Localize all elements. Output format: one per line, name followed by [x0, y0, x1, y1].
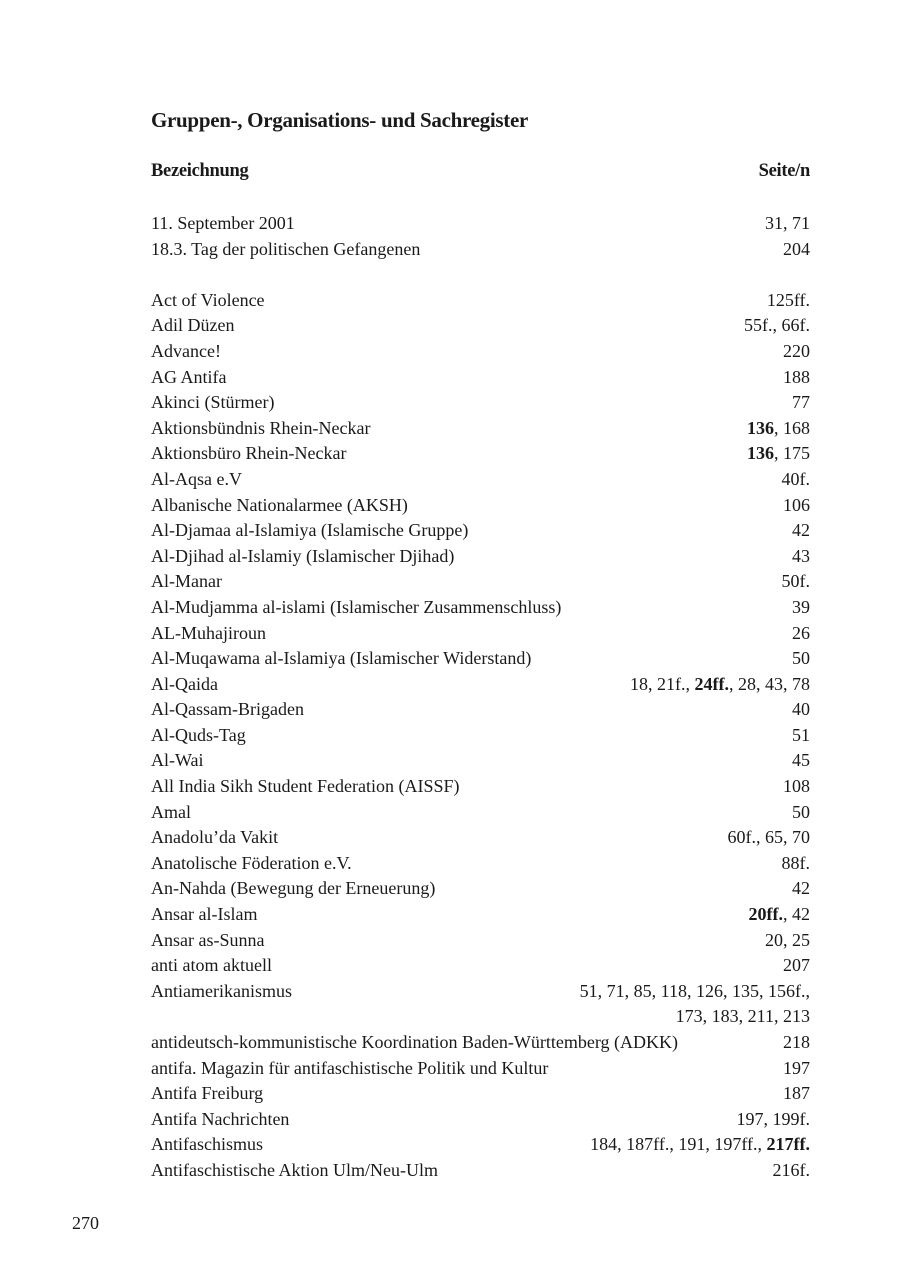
index-entry-pages: [630, 672, 810, 698]
index-entry-pages: [792, 390, 810, 416]
index-entry-pages: [747, 416, 810, 442]
page-ref: 18, 21f.,: [630, 673, 695, 694]
index-entry: [151, 774, 810, 800]
index-entry-list: [151, 211, 810, 1184]
index-entry: [151, 595, 810, 621]
page-ref: 20, 25: [765, 929, 810, 950]
page-ref: 50: [792, 648, 810, 669]
index-entry-pages: [783, 237, 810, 263]
page-ref: 204: [783, 238, 810, 259]
page-ref: 220: [783, 340, 810, 361]
page-ref: 42: [792, 878, 810, 899]
page-number: 270: [72, 1213, 99, 1233]
page-ref: 50: [792, 801, 810, 822]
index-entry-term: Al-Djihad al-Islamiy (Islamischer Djihad): [151, 545, 455, 566]
index-entry-term: anti atom aktuell: [151, 955, 272, 976]
page-ref: 45: [792, 750, 810, 771]
index-entry-pages: [783, 1030, 810, 1056]
index-entry-term: Adil Düzen: [151, 315, 235, 336]
index-entry: [151, 237, 810, 263]
index-entry-term: Al-Djamaa al-Islamiya (Islamische Gruppe): [151, 520, 469, 541]
index-entry-pages: [792, 621, 810, 647]
page-ref-main: 20ff.: [748, 904, 783, 925]
page-ref: 173, 183, 211, 213: [675, 1006, 810, 1027]
index-entry-term: Advance!: [151, 340, 221, 361]
index-entry-pages: [744, 313, 810, 339]
index-entry: [151, 288, 810, 314]
index-entry-term: 18.3. Tag der politischen Gefangenen: [151, 238, 421, 259]
page-ref: , 175: [774, 443, 810, 464]
page-ref: 125ff.: [766, 289, 810, 310]
page-ref: 31, 71: [765, 213, 810, 233]
page-ref: 207: [783, 955, 810, 976]
index-entry: [151, 1132, 810, 1158]
page-ref: 40: [792, 699, 810, 720]
index-entry: [151, 493, 810, 519]
index-entry: [151, 979, 810, 1030]
page-ref: 216f.: [772, 1159, 810, 1180]
index-entry: [151, 621, 810, 647]
index-entry-pages: [782, 569, 811, 595]
page-ref: 51: [792, 724, 810, 745]
index-entry: [151, 339, 810, 365]
index-entry-term: All India Sikh Student Federation (AISSF): [151, 776, 460, 797]
index-entry-pages: [767, 288, 810, 314]
page-ref: 187: [783, 1083, 810, 1104]
page-ref: , 168: [774, 417, 810, 438]
index-entry-term: Anadolu’da Vakit: [151, 827, 279, 848]
index-entry-term: Aktionsbündnis Rhein-Neckar: [151, 417, 371, 438]
page-ref: 197, 199f.: [736, 1108, 810, 1129]
index-entry-term: AG Antifa: [151, 366, 227, 387]
index-entry-term: Antifaschismus: [151, 1134, 263, 1155]
index-entry-pages: [783, 953, 810, 979]
index-entry-term: Al-Wai: [151, 750, 204, 771]
page-ref: 42: [792, 520, 810, 541]
index-entry-pages: [782, 467, 811, 493]
index-entry-term: Antifa Freiburg: [151, 1083, 264, 1104]
index-entry-term: Al-Qassam-Brigaden: [151, 699, 304, 720]
page-ref: 39: [792, 596, 810, 617]
index-entry-pages: [783, 1081, 810, 1107]
index-entry-term: Antiamerikanismus: [151, 980, 292, 1001]
index-entry-pages: [590, 1132, 810, 1158]
page-ref-main: 136: [747, 417, 774, 438]
index-entry-term: Al-Muqawama al-Islamiya (Islamischer Widerstand): [151, 648, 532, 669]
index-entry: [151, 825, 810, 851]
index-entry-pages: [737, 1107, 811, 1133]
page-ref: 55f., 66f.: [744, 315, 810, 336]
index-entry-term: Antifa Nachrichten: [151, 1108, 290, 1129]
page-ref-main: 217ff.: [766, 1134, 810, 1155]
index-entry-pages: [783, 339, 810, 365]
page-ref: 43: [792, 545, 810, 566]
index-entry: [151, 851, 810, 877]
index-entry-pages: [792, 723, 810, 749]
index-entry-term: Al-Aqsa e.V: [151, 468, 242, 489]
page-ref: 108: [783, 776, 810, 797]
index-entry-term: Al-Manar: [151, 571, 222, 592]
index-entry: [151, 416, 810, 442]
page-ref: 40f.: [781, 468, 810, 489]
page-ref-main: 24ff.: [694, 673, 729, 694]
index-entry-pages: [783, 774, 810, 800]
index-entry-pages: [773, 1158, 811, 1184]
index-entry-term: Ansar as-Sunna: [151, 929, 265, 950]
column-header-term: Bezeichnung: [151, 161, 249, 181]
index-entry-term: AL-Muhajiroun: [151, 622, 266, 643]
index-entry: [151, 211, 810, 237]
index-entry-pages: [792, 697, 810, 723]
index-entry-pages: [728, 825, 811, 851]
page-ref: 51, 71, 85, 118, 126, 135, 156f.,: [579, 980, 810, 1001]
index-entry-term: Act of Violence: [151, 289, 265, 310]
index-entry-pages: [792, 800, 810, 826]
index-entry: [151, 928, 810, 954]
index-entry: [151, 902, 810, 928]
index-entry: [151, 723, 810, 749]
index-entry: [151, 697, 810, 723]
index-entry-term: Al-Quds-Tag: [151, 724, 246, 745]
index-entry: [151, 646, 810, 672]
index-entry: [151, 953, 810, 979]
index-entry: [151, 569, 810, 595]
index-entry-term: Aktionsbüro Rhein-Neckar: [151, 443, 347, 464]
index-entry: [151, 1081, 810, 1107]
index-entry: [151, 1030, 810, 1056]
index-entry-term: Anatolische Föderation e.V.: [151, 852, 352, 873]
index-entry-term: 11. September 2001: [151, 213, 295, 233]
page-ref-main: 136: [747, 443, 774, 464]
page-ref: 106: [783, 494, 810, 515]
index-entry-pages: [782, 851, 811, 877]
page-ref: 184, 187ff., 191, 197ff.,: [590, 1134, 767, 1155]
index-entry-term: antideutsch-kommunistische Koordination Baden-Württemberg (ADKK): [151, 1032, 679, 1052]
index-entry: [151, 1056, 810, 1082]
index-entry-term: An-Nahda (Bewegung der Erneuerung): [151, 878, 436, 899]
index-entry: [151, 876, 810, 902]
page-ref: 88f.: [781, 852, 810, 873]
page-ref: 60f., 65, 70: [727, 827, 810, 848]
index-entry-pages: [792, 646, 810, 672]
index-entry-pages: [792, 748, 810, 774]
page-ref: 218: [783, 1032, 810, 1052]
index-entry: [151, 800, 810, 826]
page-ref: 188: [783, 366, 810, 387]
index-entry-pages: [792, 518, 810, 544]
page-ref: , 42: [783, 904, 810, 925]
index-entry: [151, 1107, 810, 1133]
index-entry-term: antifa. Magazin für antifaschistische Politik und Kultur: [151, 1057, 549, 1078]
index-entry-pages: [580, 979, 810, 1030]
index-entry-pages: [792, 544, 810, 570]
index-entry: [151, 313, 810, 339]
index-entry: [151, 1158, 810, 1184]
index-entry: [151, 672, 810, 698]
index-entry-pages: [792, 595, 810, 621]
page-ref: 77: [792, 392, 810, 413]
index-entry-term: Antifaschistische Aktion Ulm/Neu-Ulm: [151, 1159, 438, 1180]
column-header-row: [151, 161, 810, 182]
index-entry-term: Amal: [151, 801, 191, 822]
index-entry-pages: [765, 928, 810, 954]
index-entry-pages: [783, 365, 810, 391]
column-header-pages: Seite/n: [758, 161, 810, 181]
index-entry-term: Akinci (Stürmer): [151, 392, 275, 413]
index-entry-pages: [765, 211, 810, 237]
page-ref: 26: [792, 622, 810, 643]
index-entry: [151, 518, 810, 544]
index-entry: [151, 467, 810, 493]
index-entry: [151, 441, 810, 467]
index-entry: [151, 365, 810, 391]
index-entry-term: Albanische Nationalarmee (AKSH): [151, 494, 408, 515]
index-entry: [151, 390, 810, 416]
page-ref: 50f.: [781, 571, 810, 592]
index-entry-term: Ansar al-Islam: [151, 904, 258, 925]
index-entry: [151, 544, 810, 570]
index-entry-term: Al-Qaida: [151, 673, 218, 694]
page-ref: , 28, 43, 78: [729, 673, 810, 694]
index-entry-term: Al-Mudjamma al-islami (Islamischer Zusammenschluss): [151, 596, 562, 617]
index-entry-pages: [783, 493, 810, 519]
index-entry-pages: [747, 441, 810, 467]
page-title: Gruppen-, Organisations- und Sachregister: [151, 108, 529, 132]
page-ref: 197: [783, 1057, 810, 1078]
index-entry-pages: [749, 902, 811, 928]
index-entry-pages: [783, 1056, 810, 1082]
index-entry-pages: [792, 876, 810, 902]
index-entry: [151, 748, 810, 774]
